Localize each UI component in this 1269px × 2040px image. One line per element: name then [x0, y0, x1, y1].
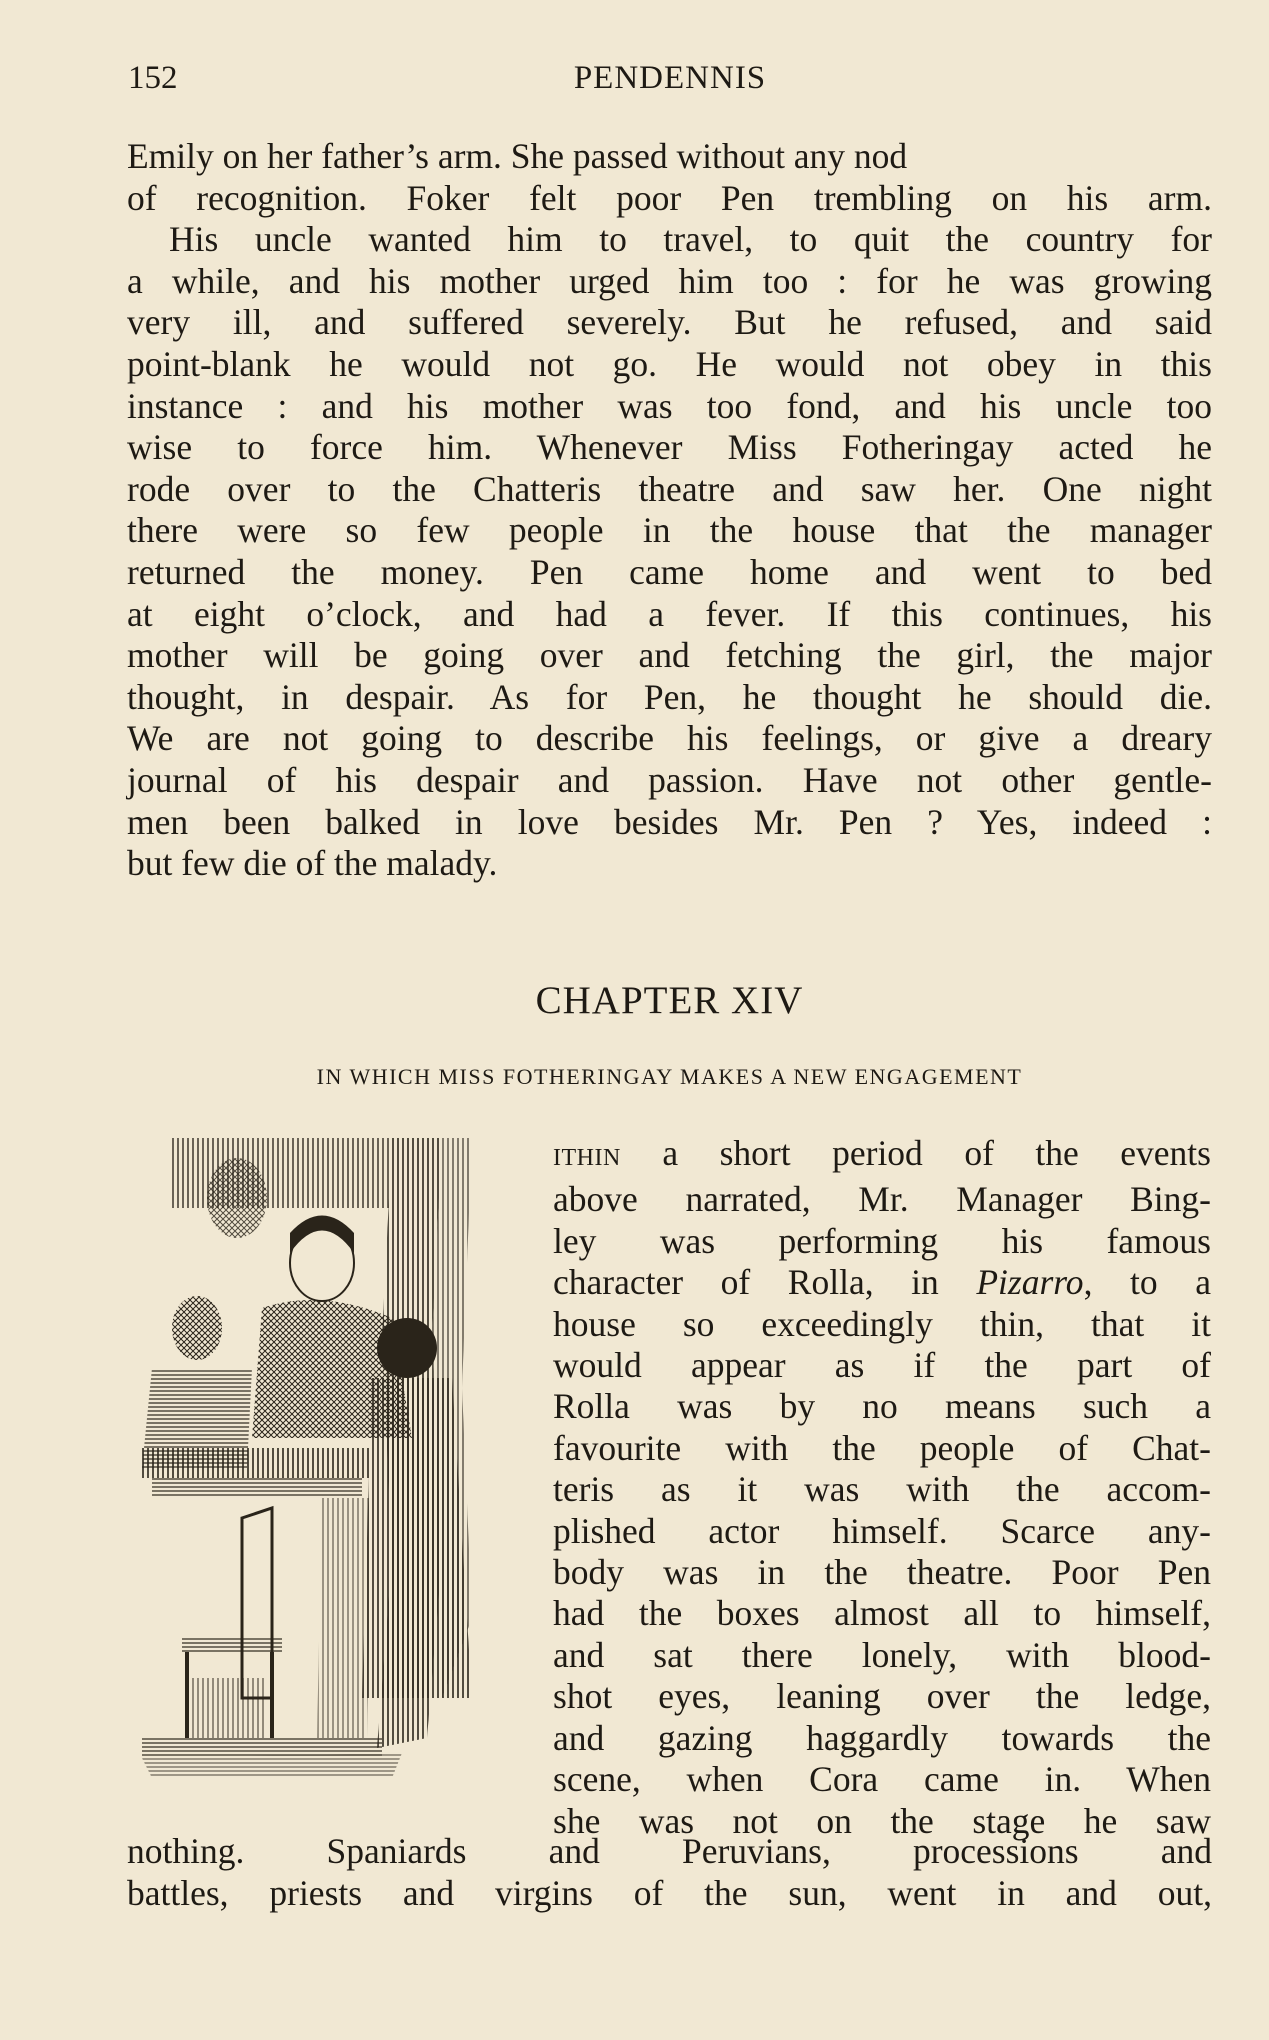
text-line: We are not going to describe his feelings, or give a dreary — [127, 718, 1212, 759]
text-line — [553, 1262, 1211, 1303]
text-line: shot eyes, leaning over the ledge, — [553, 1676, 1211, 1717]
running-header — [128, 60, 1212, 104]
text-line: favourite with the people of Chat- — [553, 1427, 1211, 1468]
text-line: and sat there lonely, with blood- — [553, 1634, 1211, 1675]
text-line — [553, 1133, 1211, 1179]
chapter-title: CHAPTER XIV — [535, 979, 804, 1022]
text-line: at eight o’clock, and had a fever. If this continues, his — [127, 593, 1212, 634]
text-line: had the boxes almost all to himself, — [553, 1593, 1211, 1634]
text-line: there were so few people in the house that the manager — [127, 510, 1212, 551]
text-line: Emily on her father’s arm. She passed without any nod — [127, 136, 908, 176]
text-line: returned the money. Pen came home and went to bed — [127, 551, 1212, 592]
first-word: ITHIN — [553, 1145, 621, 1171]
text-line: wise to force him. Whenever Miss Fotheringay acted he — [127, 427, 1212, 468]
body-text-bottom — [127, 1831, 1212, 1914]
text-line: of recognition. Foker felt poor Pen trembling on his arm. — [127, 177, 1212, 218]
chapter-illustration — [142, 1138, 537, 1784]
text-line: ley was performing his famous — [553, 1220, 1211, 1261]
text-line: but few die of the malady. — [127, 843, 498, 884]
text-line: she was not on the stage he saw — [553, 1800, 1211, 1841]
page-number: 152 — [128, 60, 178, 96]
text-line: house so exceedingly thin, that it — [553, 1303, 1211, 1344]
play-title: Pizarro — [976, 1262, 1084, 1303]
text-line: scene, when Cora came in. When — [553, 1759, 1211, 1800]
text-line: and gazing haggardly towards the — [553, 1717, 1211, 1758]
running-title: PENDENNIS — [573, 60, 767, 96]
text-line: Rolla was by no means such a — [553, 1386, 1211, 1427]
text-line: thought, in despair. As for Pen, he thought he should die. — [127, 676, 1212, 717]
text-line: battles, priests and virgins of the sun, went in and out, — [127, 1872, 1212, 1913]
text-line: would appear as if the part of — [553, 1345, 1211, 1386]
text-line: teris as it was with the accom- — [553, 1469, 1211, 1510]
text-line: character of Rolla, in — [553, 1262, 977, 1303]
text-line: a short period of the events — [620, 1133, 1211, 1173]
text-line: body was in the theatre. Poor Pen — [553, 1552, 1211, 1593]
text-line: above narrated, Mr. Manager Bing- — [553, 1179, 1211, 1220]
text-line: journal of his despair and passion. Have not other gentle- — [127, 759, 1212, 800]
text-line: plished actor himself. Scarce any- — [553, 1510, 1211, 1551]
chapter-subtitle: IN WHICH MISS FOTHERINGAY MAKES A NEW ENGAGEMENT — [316, 1064, 1023, 1089]
text-line: mother will be going over and fetching the girl, the major — [127, 635, 1212, 676]
engraving-illustration — [142, 1138, 537, 1784]
chapter-opening-column — [553, 1133, 1211, 1842]
body-text-top — [127, 136, 1212, 885]
text-line: a while, and his mother urged him too : for he was growing — [127, 260, 1212, 301]
text-line: , to a — [1083, 1262, 1211, 1303]
text-line: very ill, and suffered severely. But he refused, and said — [127, 302, 1212, 343]
text-line: point-blank he would not go. He would not obey in this — [127, 343, 1212, 384]
text-line: instance : and his mother was too fond, and his uncle too — [127, 385, 1212, 426]
text-line: His uncle wanted him to travel, to quit the country for — [169, 219, 1212, 260]
text-line: rode over to the Chatteris theatre and saw her. One night — [127, 468, 1212, 509]
text-line: nothing. Spaniards and Peruvians, processions and — [127, 1831, 1212, 1871]
text-line: men been balked in love besides Mr. Pen ? Yes, indeed : — [127, 801, 1212, 842]
